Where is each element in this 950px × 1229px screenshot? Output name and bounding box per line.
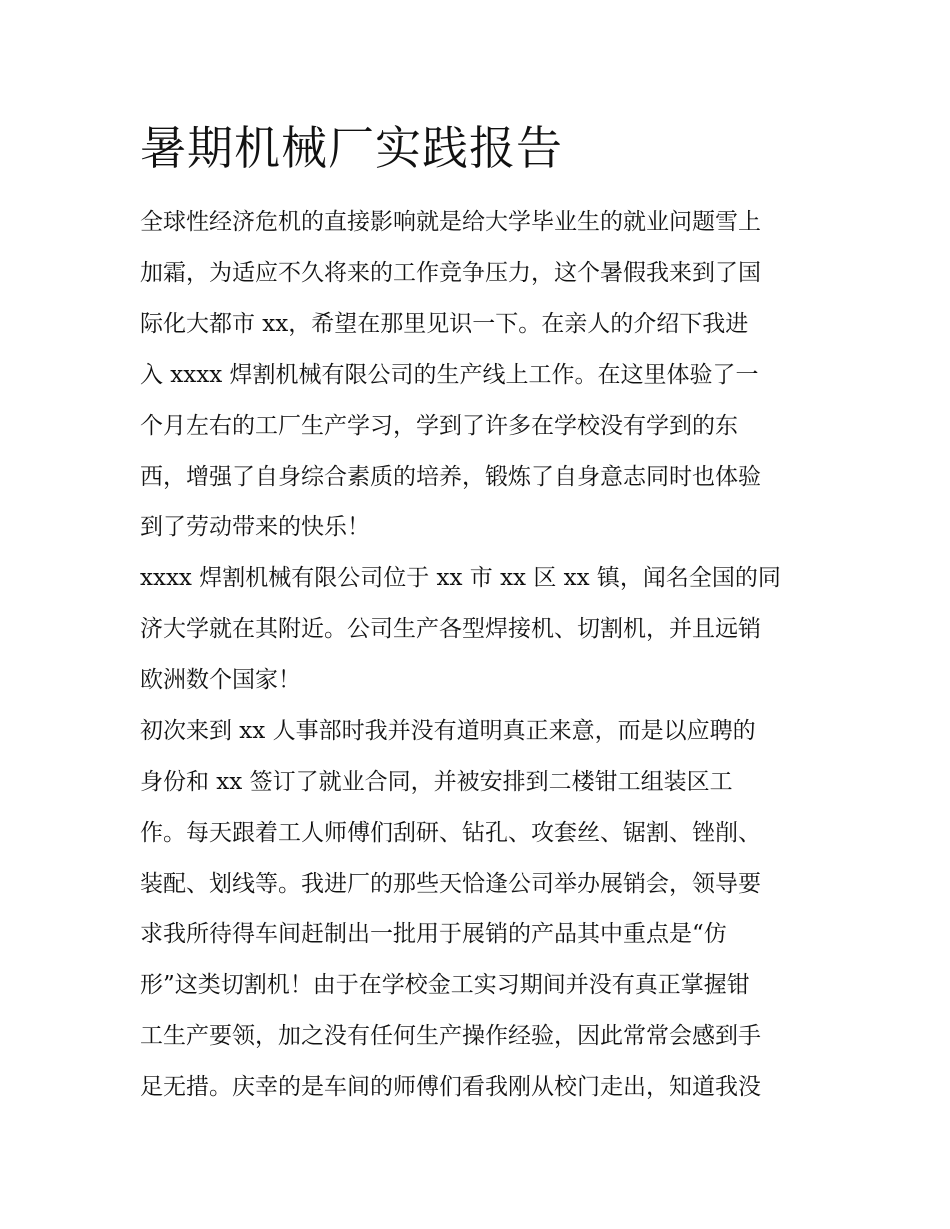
body-line: 作。每天跟着工人师傅们刮研、钻孔、攻套丝、锯割、锉削、: [140, 820, 761, 846]
body-line: xxxx 焊割机械有限公司位于 xx 市 xx 区 xx 镇，闻名全国的同: [140, 565, 781, 591]
body-line: 身份和 xx 签订了就业合同，并被安排到二楼钳工组装区工: [140, 769, 733, 795]
body-line: 足无措。庆幸的是车间的师傅们看我刚从校门走出，知道我没: [140, 1074, 761, 1100]
body-line: 到了劳动带来的快乐！: [140, 514, 370, 540]
body-line: 装配、划线等。我进厂的那些天恰逢公司举办展销会，领导要: [140, 871, 761, 897]
body-line: 加霜，为适应不久将来的工作竞争压力，这个暑假我来到了国: [140, 260, 761, 286]
body-line: 求我所待得车间赶制出一批用于展销的产品其中重点是“仿: [140, 921, 727, 947]
body-line: 个月左右的工厂生产学习，学到了许多在学校没有学到的东: [140, 413, 738, 439]
body-line: 入 xxxx 焊割机械有限公司的生产线上工作。在这里体验了一: [140, 362, 759, 388]
document-title: 暑期机械厂实践报告: [140, 121, 563, 175]
body-line: 全球性经济危机的直接影响就是给大学毕业生的就业问题雪上: [140, 209, 761, 235]
body-line: 欧洲数个国家！: [140, 667, 301, 693]
body-line: 初次来到 xx 人事部时我并没有道明真正来意，而是以应聘的: [140, 718, 756, 744]
body-line: 工生产要领，加之没有任何生产操作经验，因此常常会感到手: [140, 1023, 761, 1049]
body-line: 济大学就在其附近。公司生产各型焊接机、切割机，并且远销: [140, 616, 761, 642]
body-line: 西，增强了自身综合素质的培养，锻炼了自身意志同时也体验: [140, 464, 761, 490]
body-line: 际化大都市 xx，希望在那里见识一下。在亲人的介绍下我进: [140, 311, 749, 337]
body-line: 形”这类切割机！由于在学校金工实习期间并没有真正掌握钳: [140, 972, 750, 998]
